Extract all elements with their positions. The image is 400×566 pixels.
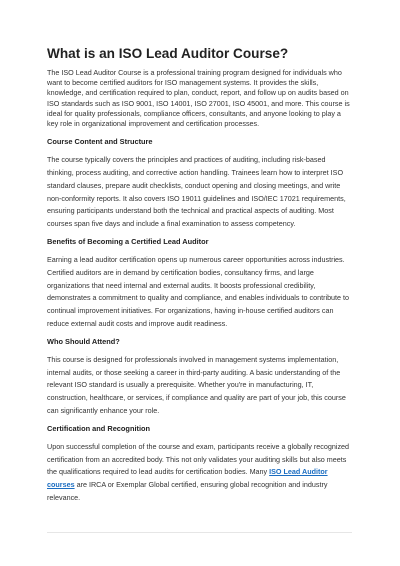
page-title: What is an ISO Lead Auditor Course? xyxy=(47,46,289,61)
page-divider xyxy=(47,532,352,533)
section-heading-who-should-attend: Who Should Attend? xyxy=(47,336,120,346)
iso-lead-auditor-courses-link[interactable]: ISO Lead Auditor courses xyxy=(47,467,328,490)
intro-paragraph: The ISO Lead Auditor Course is a professional training program designed for individuals who want to become certified auditors for ISO management systems. It provides the skills, knowledge, and certification required to plan, conduct, report, and follow up on audits based on ISO standards such as ISO 9001, ISO 14001, ISO 27001, ISO 45001, and more. This course is ideal for quality professionals, compliance officers, consultants, and anyone looking to play a key role in organizational improvement and certification processes. xyxy=(47,68,350,129)
section-text-who-should-attend: This course is designed for professionals involved in management systems implementation, internal audits, or those seeking a career in third-party auditing. A basic understanding of the relevant ISO standard is usually a prerequisite. Whether you're in manufacturing, IT, construction, healthcare, or services, if compliance and quality are part of your job, this course can significantly enhance your role. xyxy=(47,354,346,415)
section-heading-benefits: Benefits of Becoming a Certified Lead Auditor xyxy=(47,237,209,246)
section-heading-course-content: Course Content and Structure xyxy=(47,137,153,147)
section-text-certification xyxy=(47,441,352,505)
certification-text-before: Upon successful completion of the course and exam, participants receive a globally recognized certification from an accredited body. This not only validates your auditing skills but also meets the qualifications required to lead audits for certification bodies. Many xyxy=(47,441,350,477)
section-text-course-content: The course typically covers the principles and practices of auditing, including risk-based thinking, process auditing, and corrective action handling. Trainees learn how to interpret ISO standard clauses, prepare audit checklists, conduct opening and closing meetings, and write non-conformity reports. It also covers ISO 19011 guidelines and ISO/IEC 17021 requirements, ensuring participants understand both the technical and practical aspects of auditing. Most courses span five days and include a final examination to assess competency. xyxy=(47,155,346,229)
section-text-benefits: Earning a lead auditor certification opens up numerous career opportunities across industries. Certified auditors are in demand by certification bodies, consultancy firms, and large organizations that need internal and external audits. It boosts professional credibility, demonstrates a commitment to quality and compliance, and enables individuals to contribute to continual improvement initiatives. For organizations, having in-house certified auditors can reduce external audit costs and improve audit readiness. xyxy=(47,255,350,328)
certification-text-after: are IRCA or Exemplar Global certified, ensuring global recognition and industry relevance. xyxy=(47,480,328,502)
section-heading-certification: Certification and Recognition xyxy=(47,423,151,433)
